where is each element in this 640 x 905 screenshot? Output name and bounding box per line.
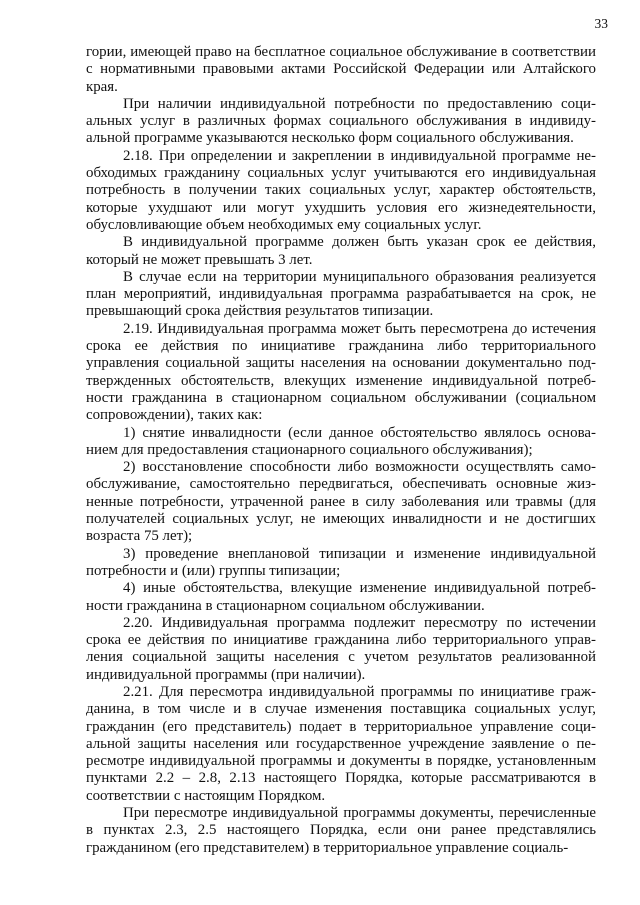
paragraph-2-21: 2.21. Для пересмотра индивидуальной программы по инициативе гражданина, в том числе и в случае изменения поставщика социальных услуг, гражданин (его представитель) подает в территориальное управление социальной защиты населения или государственное учреждение заявление о пересмотре индивидуальной программы и документы в порядке, установленным пунктами 2.2 – 2.8, 2.13 настоящего Порядка, которые рассматриваются в соответствии с настоящим Порядком. — [86, 683, 596, 804]
paragraph-forms-of-service: При наличии индивидуальной потребности по предоставлению социальных услуг в различных формах социального обслуживания в индивидуальной программе указываются несколько форм социального обслуживания. — [86, 95, 596, 147]
list-item-1: 1) снятие инвалидности (если данное обстоятельство являлось основанием для предоставления стационарного социального обслуживания); — [86, 424, 596, 458]
list-item-2: 2) восстановление способности либо возможности осуществлять самообслуживание, самостоятельно передвигаться, обеспечивать основные жизненные потребности, утраченной ранее в силу заболевания или травмы (для получателей социальных услуг, не имеющих инвалидности и не достигших возраста 75 лет); — [86, 459, 596, 545]
document-text-body — [86, 44, 596, 857]
page-number: 33 — [594, 16, 608, 31]
paragraph-2-19: 2.19. Индивидуальная программа может быть пересмотрена до истечения срока ее действия по инициативе гражданина либо территориального управления социальной защиты населения на основании документально подтвержденных обстоятельств, влекущих изменение индивидуальной потребности гражданина в стационарном социальном обслуживании (социальном сопровождении), таких как: — [86, 320, 596, 424]
paragraph-continuation: гории, имеющей право на бесплатное социальное обслуживание в соответствии с нормативными правовыми актами Российской Федерации или Алтайского края. — [86, 44, 596, 95]
paragraph-review-documents: При пересмотре индивидуальной программы документы, перечисленные в пунктах 2.3, 2.5 настоящего Порядка, если они ранее представлялись гражданином (его представителем) в территориальное управление социаль- — [86, 805, 596, 856]
paragraph-2-20: 2.20. Индивидуальная программа подлежит пересмотру по истечении срока ее действия по инициативе гражданина либо территориального управления социальной защиты населения с учетом результатов реализованной индивидуальной программы (при наличии). — [86, 614, 596, 683]
list-item-3: 3) проведение внеплановой типизации и изменение индивидуальной потребности и (или) группы типизации; — [86, 545, 596, 579]
paragraph-municipal-plan: В случае если на территории муниципального образования реализуется план мероприятий, индивидуальная программа разрабатывается на срок, не превышающий срока действия результатов типизации. — [86, 268, 596, 320]
list-item-4: 4) иные обстоятельства, влекущие изменение индивидуальной потребности гражданина в стационарном социальном обслуживании. — [86, 580, 596, 614]
paragraph-2-18: 2.18. При определении и закреплении в индивидуальной программе необходимых гражданину социальных услуг учитываются его индивидуальная потребность в получении таких социальных услуг, характер обстоятельств, которые ухудшают или могут ухудшить условия его жизнедеятельности, обусловливающие объем необходимых ему социальных услуг. — [86, 147, 596, 233]
paragraph-program-term: В индивидуальной программе должен быть указан срок ее действия, который не может превышать 3 лет. — [86, 234, 596, 268]
